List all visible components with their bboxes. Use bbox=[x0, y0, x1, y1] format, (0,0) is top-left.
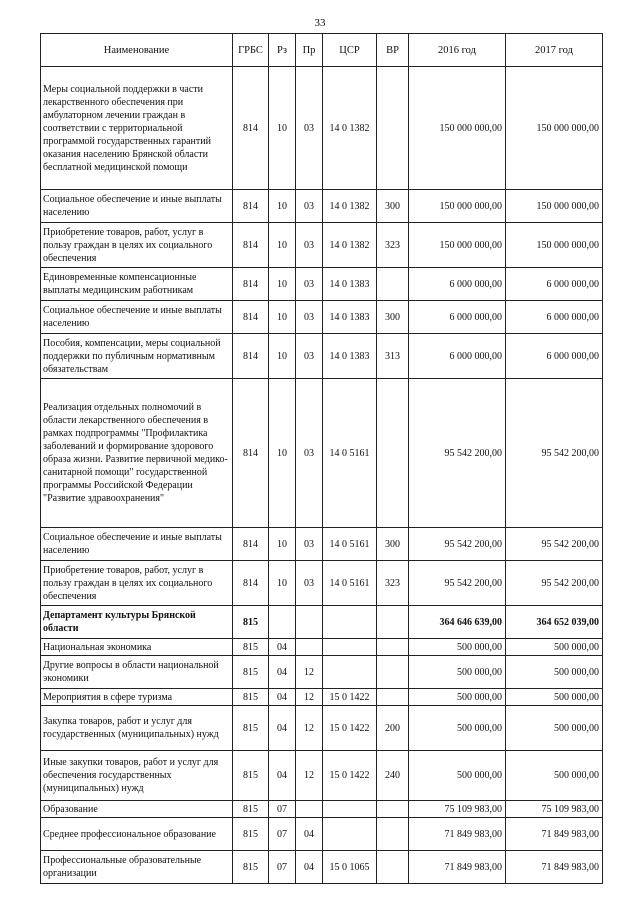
cell-csr: 14 0 1383 bbox=[323, 334, 377, 379]
cell-pr: 03 bbox=[296, 190, 323, 223]
cell-csr: 14 0 1383 bbox=[323, 268, 377, 301]
cell-vr bbox=[377, 818, 409, 851]
table-row bbox=[41, 379, 603, 528]
table-row bbox=[41, 656, 603, 689]
cell-rz: 10 bbox=[269, 334, 296, 379]
cell-rz: 07 bbox=[269, 801, 296, 818]
header-vr: ВР bbox=[377, 34, 409, 67]
cell-csr bbox=[323, 656, 377, 689]
cell-grbs: 814 bbox=[233, 223, 269, 268]
cell-name: Реализация отдельных полномочий в области лекарственного обеспечения в рамках подпрограммы "Профилактика заболеваний и формирование здорового образа жизни. Развитие первичной медико-санитарной помощи" государственной программы Российской Федерации "Развитие здравоохранения" bbox=[41, 379, 233, 528]
header-rz: Рз bbox=[269, 34, 296, 67]
cell-name: Другие вопросы в области национальной экономики bbox=[41, 656, 233, 689]
cell-y2017: 150 000 000,00 bbox=[506, 190, 603, 223]
table-row bbox=[41, 801, 603, 818]
table-header-row bbox=[41, 34, 603, 67]
cell-vr bbox=[377, 656, 409, 689]
cell-rz: 10 bbox=[269, 379, 296, 528]
cell-y2017: 95 542 200,00 bbox=[506, 528, 603, 561]
cell-vr: 240 bbox=[377, 751, 409, 801]
header-grbs: ГРБС bbox=[233, 34, 269, 67]
cell-grbs: 815 bbox=[233, 689, 269, 706]
cell-pr: 03 bbox=[296, 67, 323, 190]
cell-pr: 03 bbox=[296, 528, 323, 561]
cell-y2016: 71 849 983,00 bbox=[409, 818, 506, 851]
table-row bbox=[41, 223, 603, 268]
cell-y2017: 500 000,00 bbox=[506, 689, 603, 706]
cell-name: Национальная экономика bbox=[41, 639, 233, 656]
cell-grbs: 814 bbox=[233, 67, 269, 190]
cell-rz bbox=[269, 606, 296, 639]
cell-csr: 14 0 5161 bbox=[323, 561, 377, 606]
cell-vr: 323 bbox=[377, 561, 409, 606]
cell-csr: 14 0 1382 bbox=[323, 223, 377, 268]
cell-y2017: 500 000,00 bbox=[506, 751, 603, 801]
cell-y2016: 500 000,00 bbox=[409, 656, 506, 689]
cell-y2017: 71 849 983,00 bbox=[506, 851, 603, 884]
cell-y2016: 150 000 000,00 bbox=[409, 223, 506, 268]
cell-csr bbox=[323, 801, 377, 818]
cell-pr: 03 bbox=[296, 334, 323, 379]
cell-vr bbox=[377, 801, 409, 818]
cell-rz: 10 bbox=[269, 67, 296, 190]
cell-csr: 14 0 5161 bbox=[323, 528, 377, 561]
cell-vr bbox=[377, 851, 409, 884]
table-row bbox=[41, 190, 603, 223]
cell-y2016: 6 000 000,00 bbox=[409, 268, 506, 301]
cell-y2016: 500 000,00 bbox=[409, 689, 506, 706]
cell-vr: 300 bbox=[377, 190, 409, 223]
cell-name: Единовременные компенсационные выплаты медицинским работникам bbox=[41, 268, 233, 301]
cell-csr: 14 0 5161 bbox=[323, 379, 377, 528]
budget-table bbox=[40, 33, 603, 884]
cell-y2016: 6 000 000,00 bbox=[409, 301, 506, 334]
cell-y2017: 150 000 000,00 bbox=[506, 67, 603, 190]
cell-y2017: 71 849 983,00 bbox=[506, 818, 603, 851]
cell-rz: 04 bbox=[269, 639, 296, 656]
cell-y2016: 150 000 000,00 bbox=[409, 67, 506, 190]
cell-grbs: 815 bbox=[233, 606, 269, 639]
cell-rz: 04 bbox=[269, 689, 296, 706]
table-row bbox=[41, 706, 603, 751]
cell-y2017: 75 109 983,00 bbox=[506, 801, 603, 818]
cell-y2017: 6 000 000,00 bbox=[506, 334, 603, 379]
header-csr: ЦСР bbox=[323, 34, 377, 67]
cell-rz: 10 bbox=[269, 561, 296, 606]
cell-name: Департамент культуры Брянской области bbox=[41, 606, 233, 639]
cell-vr bbox=[377, 268, 409, 301]
cell-pr: 03 bbox=[296, 268, 323, 301]
cell-csr bbox=[323, 639, 377, 656]
cell-pr: 04 bbox=[296, 818, 323, 851]
table-row bbox=[41, 689, 603, 706]
cell-name: Иные закупки товаров, работ и услуг для обеспечения государственных (муниципальных) нужд bbox=[41, 751, 233, 801]
table-row bbox=[41, 606, 603, 639]
cell-vr: 300 bbox=[377, 301, 409, 334]
cell-y2017: 95 542 200,00 bbox=[506, 379, 603, 528]
table-row bbox=[41, 301, 603, 334]
cell-pr bbox=[296, 801, 323, 818]
table-row bbox=[41, 561, 603, 606]
cell-grbs: 815 bbox=[233, 656, 269, 689]
cell-y2016: 6 000 000,00 bbox=[409, 334, 506, 379]
cell-rz: 10 bbox=[269, 223, 296, 268]
table-row bbox=[41, 851, 603, 884]
cell-csr: 15 0 1422 bbox=[323, 689, 377, 706]
cell-vr bbox=[377, 67, 409, 190]
header-2016: 2016 год bbox=[409, 34, 506, 67]
cell-y2017: 6 000 000,00 bbox=[506, 268, 603, 301]
cell-grbs: 815 bbox=[233, 751, 269, 801]
cell-grbs: 814 bbox=[233, 268, 269, 301]
table-row bbox=[41, 334, 603, 379]
cell-rz: 10 bbox=[269, 190, 296, 223]
cell-y2017: 6 000 000,00 bbox=[506, 301, 603, 334]
cell-vr bbox=[377, 606, 409, 639]
cell-grbs: 814 bbox=[233, 190, 269, 223]
cell-rz: 10 bbox=[269, 528, 296, 561]
cell-csr: 14 0 1382 bbox=[323, 190, 377, 223]
cell-grbs: 815 bbox=[233, 818, 269, 851]
cell-y2016: 95 542 200,00 bbox=[409, 561, 506, 606]
cell-vr: 300 bbox=[377, 528, 409, 561]
cell-csr: 14 0 1383 bbox=[323, 301, 377, 334]
cell-y2016: 95 542 200,00 bbox=[409, 528, 506, 561]
cell-name: Социальное обеспечение и иные выплаты населению bbox=[41, 190, 233, 223]
table-row bbox=[41, 751, 603, 801]
cell-vr: 323 bbox=[377, 223, 409, 268]
header-pr: Пр bbox=[296, 34, 323, 67]
table-row bbox=[41, 818, 603, 851]
cell-rz: 04 bbox=[269, 656, 296, 689]
table-row bbox=[41, 67, 603, 190]
table-row bbox=[41, 639, 603, 656]
cell-grbs: 814 bbox=[233, 379, 269, 528]
cell-rz: 10 bbox=[269, 301, 296, 334]
cell-y2016: 500 000,00 bbox=[409, 639, 506, 656]
cell-y2016: 71 849 983,00 bbox=[409, 851, 506, 884]
cell-y2017: 500 000,00 bbox=[506, 656, 603, 689]
cell-rz: 07 bbox=[269, 818, 296, 851]
cell-pr: 03 bbox=[296, 379, 323, 528]
cell-vr bbox=[377, 639, 409, 656]
cell-y2016: 500 000,00 bbox=[409, 706, 506, 751]
cell-grbs: 815 bbox=[233, 801, 269, 818]
cell-csr bbox=[323, 606, 377, 639]
cell-pr: 04 bbox=[296, 851, 323, 884]
cell-y2017: 364 652 039,00 bbox=[506, 606, 603, 639]
cell-grbs: 814 bbox=[233, 334, 269, 379]
cell-y2017: 95 542 200,00 bbox=[506, 561, 603, 606]
cell-name: Образование bbox=[41, 801, 233, 818]
cell-rz: 04 bbox=[269, 706, 296, 751]
cell-pr: 12 bbox=[296, 751, 323, 801]
cell-y2016: 75 109 983,00 bbox=[409, 801, 506, 818]
cell-vr: 313 bbox=[377, 334, 409, 379]
cell-y2017: 500 000,00 bbox=[506, 706, 603, 751]
cell-rz: 04 bbox=[269, 751, 296, 801]
cell-y2016: 364 646 639,00 bbox=[409, 606, 506, 639]
cell-pr: 03 bbox=[296, 561, 323, 606]
cell-name: Меры социальной поддержки в части лекарственного обеспечения при амбулаторном лечении граждан в соответствии с территориальной программой государственных гарантий оказания населению Брянской области бесплатной медицинской помощи bbox=[41, 67, 233, 190]
cell-name: Среднее профессиональное образование bbox=[41, 818, 233, 851]
table-row bbox=[41, 528, 603, 561]
cell-pr: 12 bbox=[296, 689, 323, 706]
cell-grbs: 815 bbox=[233, 851, 269, 884]
cell-name: Социальное обеспечение и иные выплаты населению bbox=[41, 301, 233, 334]
cell-rz: 10 bbox=[269, 268, 296, 301]
cell-pr: 12 bbox=[296, 706, 323, 751]
cell-vr bbox=[377, 689, 409, 706]
table-row bbox=[41, 268, 603, 301]
cell-pr bbox=[296, 606, 323, 639]
cell-csr: 15 0 1065 bbox=[323, 851, 377, 884]
cell-pr bbox=[296, 639, 323, 656]
cell-y2017: 150 000 000,00 bbox=[506, 223, 603, 268]
cell-y2017: 500 000,00 bbox=[506, 639, 603, 656]
cell-pr: 03 bbox=[296, 223, 323, 268]
cell-csr: 14 0 1382 bbox=[323, 67, 377, 190]
cell-csr bbox=[323, 818, 377, 851]
cell-grbs: 814 bbox=[233, 561, 269, 606]
cell-vr bbox=[377, 379, 409, 528]
cell-name: Социальное обеспечение и иные выплаты населению bbox=[41, 528, 233, 561]
cell-pr: 12 bbox=[296, 656, 323, 689]
cell-rz: 07 bbox=[269, 851, 296, 884]
cell-name: Приобретение товаров, работ, услуг в пользу граждан в целях их социального обеспечения bbox=[41, 561, 233, 606]
cell-grbs: 814 bbox=[233, 528, 269, 561]
header-2017: 2017 год bbox=[506, 34, 603, 67]
cell-name: Приобретение товаров, работ, услуг в пользу граждан в целях их социального обеспечения bbox=[41, 223, 233, 268]
cell-csr: 15 0 1422 bbox=[323, 751, 377, 801]
cell-vr: 200 bbox=[377, 706, 409, 751]
cell-grbs: 815 bbox=[233, 639, 269, 656]
cell-y2016: 150 000 000,00 bbox=[409, 190, 506, 223]
cell-pr: 03 bbox=[296, 301, 323, 334]
cell-grbs: 814 bbox=[233, 301, 269, 334]
page-number: 33 bbox=[314, 17, 326, 29]
cell-name: Пособия, компенсации, меры социальной поддержки по публичным нормативным обязательствам bbox=[41, 334, 233, 379]
cell-y2016: 95 542 200,00 bbox=[409, 379, 506, 528]
cell-csr: 15 0 1422 bbox=[323, 706, 377, 751]
cell-y2016: 500 000,00 bbox=[409, 751, 506, 801]
cell-name: Мероприятия в сфере туризма bbox=[41, 689, 233, 706]
cell-name: Профессиональные образовательные организации bbox=[41, 851, 233, 884]
cell-name: Закупка товаров, работ и услуг для государственных (муниципальных) нужд bbox=[41, 706, 233, 751]
cell-grbs: 815 bbox=[233, 706, 269, 751]
header-name: Наименование bbox=[41, 34, 233, 67]
